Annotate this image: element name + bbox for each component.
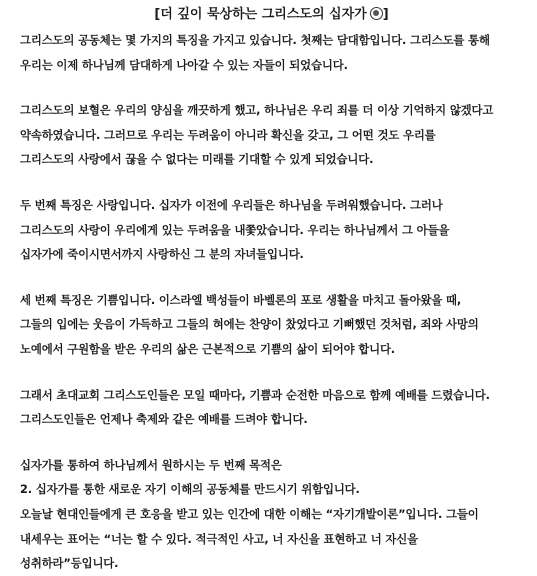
paragraph-blood: [20, 98, 523, 172]
title-close-bracket: ]: [382, 7, 389, 22]
text-line: 그들의 입에는 웃음이 가득하고 그들의 혀에는 찬양이 찼었다고 기뻐했던 것처럼, 죄와 사망의: [20, 317, 479, 332]
paragraph-boldness: [20, 28, 523, 77]
text-line: 두 번째 특징은 사랑입니다. 십자가 이전에 우리들은 하나님을 두려워했습니다. 그러나: [20, 197, 443, 212]
title-text: [더 깊이 묵상하는 그리스도의 십자가: [154, 7, 367, 22]
text-line: 그리스도의 보혈은 우리의 양심을 깨끗하게 했고, 하나님은 우리 죄를 더 이상 기억하지 않겠다고: [20, 103, 494, 118]
text-line: 십자가를 통하여 하나님께서 원하시는 두 번째 목적은: [20, 457, 282, 472]
text-line: 약속하였습니다. 그러므로 우리는 두려움이 아니라 확신을 갖고, 그 어떤 것도 우리를: [20, 127, 436, 142]
paragraph-love: [20, 193, 523, 267]
paragraph-early-church: [20, 383, 523, 432]
text-line: 그리스도의 사랑이 우리에게 있는 두려움을 내쫓았습니다. 우리는 하나님께서 그 아들을: [20, 222, 450, 237]
text-line: 십자가에 죽이시면서까지 사랑하신 그 분의 자녀들입니다.: [20, 247, 304, 262]
text-line: 우리는 이제 하나님께 담대하게 나아갈 수 있는 자들이 되었습니다.: [20, 57, 348, 72]
paragraph-joy: [20, 288, 523, 362]
text-line: 그래서 초대교회 그리스도인들은 모일 때마다, 기쁨과 순전한 마음으로 함께 예배를 드렸습니다.: [20, 387, 490, 402]
text-line: 그리스도인들은 언제나 축제와 같은 예배를 드려야 합니다.: [20, 412, 308, 427]
text-line: 내세우는 표어는 “너는 할 수 있다. 적극적인 사고, 너 자신을 표현하고 너 자신을: [20, 531, 418, 546]
text-line: 세 번째 특징은 기쁨입니다. 이스라엘 백성들이 바벨론의 포로 생활을 마치고 돌아왔을 때,: [20, 292, 462, 307]
text-line: 노예에서 구원함을 받은 우리의 삶은 근본적으로 기쁨의 삶이 되어야 합니다.: [20, 341, 395, 356]
paragraph-second-purpose: [20, 453, 523, 576]
circled-target-icon: [370, 7, 383, 20]
text-line: 2. 십자가를 통한 새로운 자기 이해의 공동체를 만드시기 위함입니다.: [20, 482, 360, 497]
document-title: [20, 6, 523, 24]
text-line: 오늘날 현대인들에게 큰 호응을 받고 있는 인간에 대한 이해는 “자기개발이론”입니다. 그들이: [20, 506, 479, 521]
text-line: 그리스도의 사랑에서 끊을 수 없다는 미래를 기대할 수 있게 되었습니다.: [20, 152, 374, 167]
text-line: 성취하라”등입니다.: [20, 556, 119, 571]
text-line: 그리스도의 공동체는 몇 가지의 특징을 가지고 있습니다. 첫째는 담대함입니다. 그리스도를 통해: [20, 33, 490, 47]
